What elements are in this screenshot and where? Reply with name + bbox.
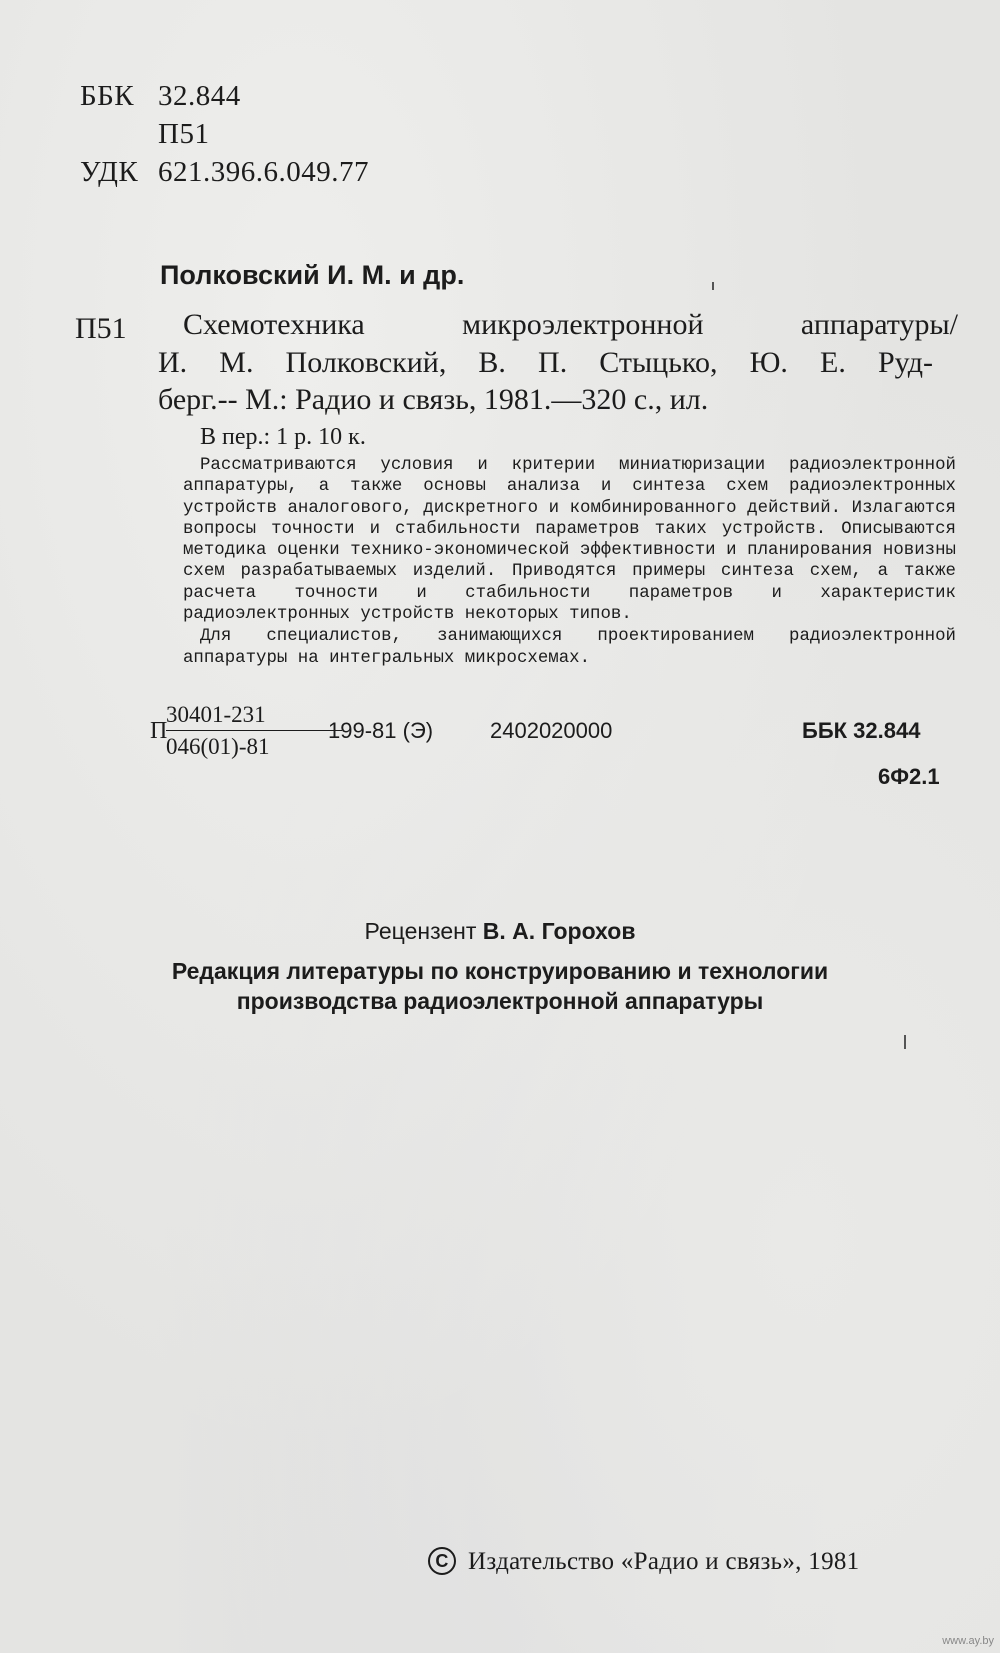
title-line-2: И. М. Полковский, В. П. Стыцько, Ю. Е. Руд- xyxy=(158,346,933,379)
watermark: www.ay.by xyxy=(942,1635,994,1647)
udk-line xyxy=(80,156,369,189)
udk-value: 621.396.6.049.77 xyxy=(158,156,369,188)
reviewer-name: В. А. Горохов xyxy=(482,918,636,944)
index-denominator: 046(01)-81 xyxy=(166,734,270,759)
paper-speck xyxy=(904,1035,906,1049)
price: В пер.: 1 р. 10 к. xyxy=(200,424,366,450)
abstract-paragraph-2: Для специалистов, занимающихся проектированием радиоэлектронной аппаратуры на интегральных микросхемах. xyxy=(183,627,956,668)
editorial-line-1: Редакция литературы по конструированию и технологии xyxy=(171,958,829,984)
title-line-3: берг.-- М.: Радио и связь, 1981.—320 с., ил. xyxy=(158,383,709,416)
editorial-line-2: производства радиоэлектронной аппаратуры xyxy=(236,988,764,1014)
index-number: 2402020000 xyxy=(490,718,613,743)
copyright-icon: С xyxy=(428,1547,456,1575)
abstract-paragraph-1: Рассматриваются условия и критерии миниатюризации радиоэлектронной аппаратуры, а также основы анализа и синтеза схем радиоэлектронных устройств аналогового, дискретного и комбинированного действий. Излагаются вопросы точности и стабильности параметров таких устройств. Описываются методика оценки технико-экономической эффективности и планирования новизны схем разрабатываемых изделий. Приводятся примеры синтеза схем, а также расчета точности и стабильности параметров и характеристик радиоэлектронных устройств некоторых типов. xyxy=(183,456,956,625)
author-mark: П51 xyxy=(158,118,210,150)
bbk-right-code: 6Ф2.1 xyxy=(878,764,940,789)
entry-heading: Полковский И. М. и др. xyxy=(160,260,465,290)
index-numerator: 30401-231 xyxy=(166,702,266,727)
fraction-bar xyxy=(166,730,342,731)
bbk-value: 32.844 xyxy=(158,80,241,112)
bbk-line xyxy=(80,80,241,113)
title-line-1: Схемотехника микроэлектронной аппаратуры/ xyxy=(183,308,958,341)
udk-label: УДК xyxy=(80,156,139,188)
reviewer xyxy=(0,918,1000,945)
entry-code: П51 xyxy=(75,312,127,345)
reviewer-label: Рецензент xyxy=(364,918,477,944)
bbk-right: ББК 32.844 xyxy=(802,718,921,743)
paper-speck xyxy=(712,282,714,290)
copyright-text: Издательство «Радио и связь», 1981 xyxy=(468,1548,860,1575)
index-suffix: 199-81 (Э) xyxy=(328,718,434,743)
index-prefix: П xyxy=(150,718,168,744)
abstract xyxy=(183,455,956,669)
bbk-label: ББК xyxy=(80,80,135,112)
copyright xyxy=(428,1547,859,1576)
